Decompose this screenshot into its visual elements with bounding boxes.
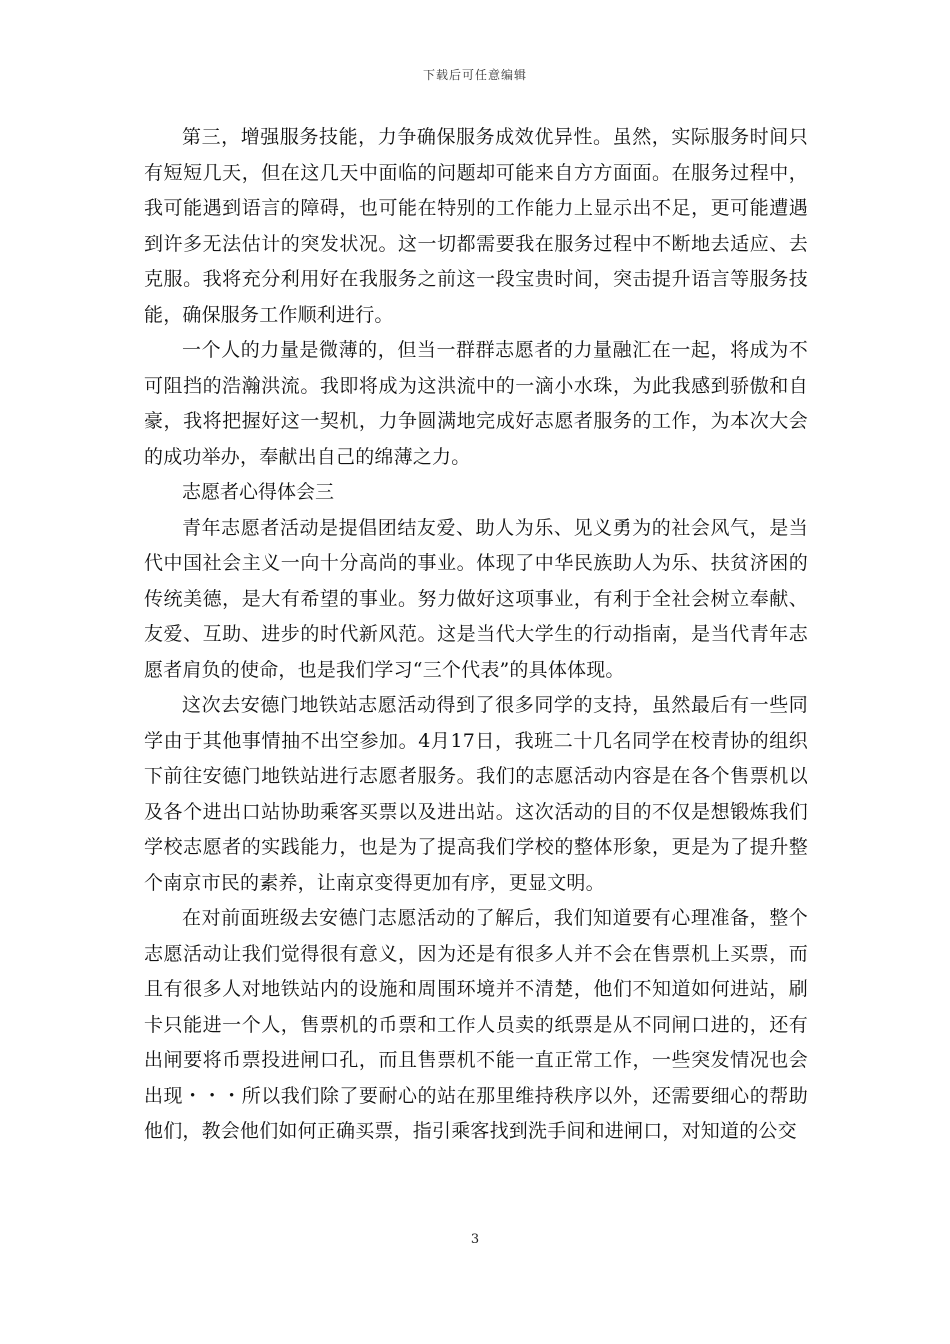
section-heading: 志愿者心得体会三 xyxy=(182,481,335,503)
page-number: 3 xyxy=(470,1232,480,1247)
paragraph-youth-volunteer: 青年志愿者活动是提倡团结友爱、助人为乐、见义勇为的社会风气，是当代中国社会主义一向十分高尚的事业。体现了中华民族助人为乐、扶贫济困的传统美德，是大有希望的事业。努力做好这项事业，有利于全社会树立奉献、友爱、互助、进步的时代新风范。这是当代大学生的行动指南，是当代青年志愿者肩负的使命，也是我们学习“三个代表”的具体体现。 xyxy=(144,516,808,681)
paragraph-preparation: 在对前面班级去安德门志愿活动的了解后，我们知道要有心理准备，整个志愿活动让我们觉得很有意义，因为还是有很多人并不会在售票机上买票，而且有很多人对地铁站内的设施和周围环境并不清楚，他们不知道如何进站，刷卡只能进一个人，售票机的币票和工作人员卖的纸票是从不同闸口进的，还有出闸要将币票投进闸口孔，而且售票机不能一直正常工作，一些突发情况也会出现・・・所以我们除了要耐心的站在那里维持秩序以外，还需要细心的帮助他们，教会他们如何正确买票，指引乘客找到洗手间和进闸口，对知道的公交 xyxy=(144,907,808,1142)
paragraph-service-skills: 第三，增强服务技能，力争确保服务成效优异性。虽然，实际服务时间只有短短几天，但在这几天中面临的问题却可能来自方方面面。在服务过程中，我可能遇到语言的障碍，也可能在特别的工作能力上显示出不足，更可能遭遇到许多无法估计的突发状况。这一切都需要我在服务过程中不断地去适应、去克服。我将充分利用好在我服务之前这一段宝贵时间，突击提升语言等服务技能，确保服务工作顺利进行。 xyxy=(144,126,808,326)
paragraph-collective-strength: 一个人的力量是微薄的，但当一群群志愿者的力量融汇在一起，将成为不可阻挡的浩瀚洪流。我即将成为这洪流中的一滴小水珠，为此我感到骄傲和自豪，我将把握好这一契机，力争圆满地完成好志愿者服务的工作，为本次大会的成功举办，奉献出自己的绵薄之力。 xyxy=(144,339,808,468)
document-body xyxy=(144,120,808,1150)
paragraph-metro-activity: 这次去安德门地铁站志愿活动得到了很多同学的支持，虽然最后有一些同学由于其他事情抽不出空参加。4月17日，我班二十几名同学在校青协的组织下前往安德门地铁站进行志愿者服务。我们的志愿活动内容是在各个售票机以及各个进出口站协助乘客买票以及进出站。这次活动的目的不仅是想锻炼我们学校志愿者的实践能力，也是为了提高我们学校的整体形象，更是为了提升整个南京市民的素养，让南京变得更加有序，更显文明。 xyxy=(144,694,808,894)
page-header: 下载后可任意编辑 xyxy=(422,68,527,82)
